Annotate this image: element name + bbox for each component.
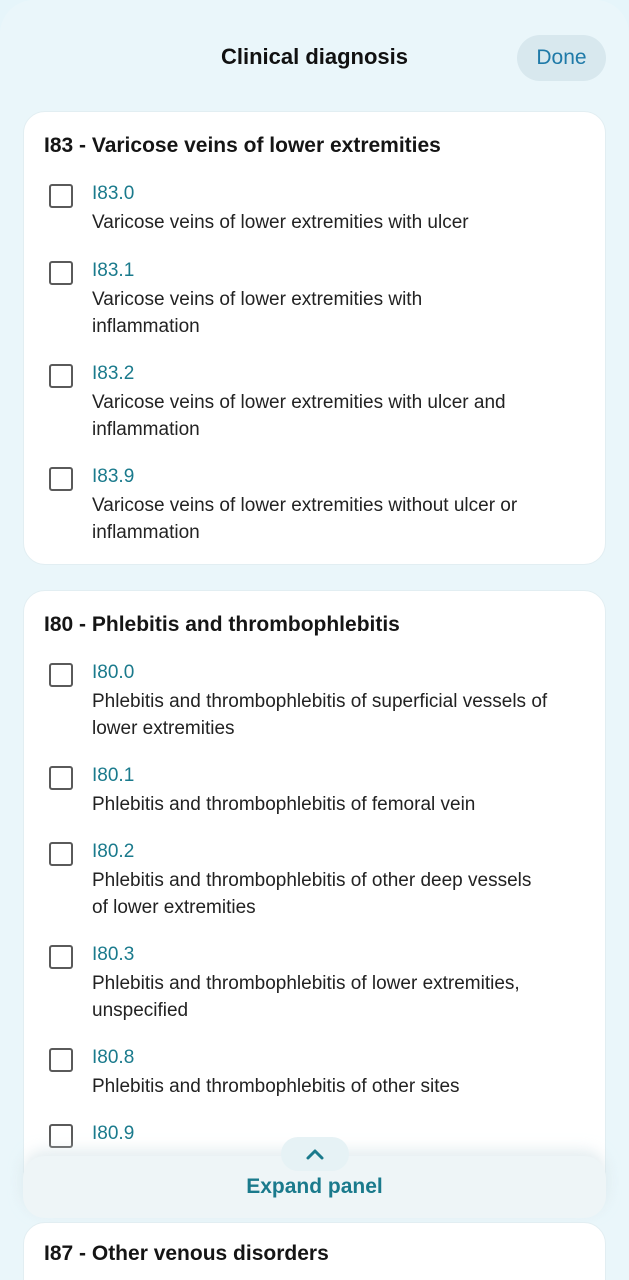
diagnosis-code: I83.2 bbox=[92, 363, 135, 384]
diagnosis-description: Phlebitis and thrombophlebitis of other sites bbox=[92, 1076, 460, 1097]
diagnosis-description: Phlebitis and thrombophlebitis of lower extremities, unspecified bbox=[92, 973, 520, 1021]
checkbox[interactable] bbox=[49, 663, 73, 687]
checkbox[interactable] bbox=[49, 364, 73, 388]
diagnosis-description: Varicose veins of lower extremities with inflammation bbox=[92, 289, 423, 337]
checkbox[interactable] bbox=[49, 261, 73, 285]
diagnosis-code: I80.2 bbox=[92, 841, 135, 862]
checkbox[interactable] bbox=[49, 766, 73, 790]
checkbox[interactable] bbox=[49, 184, 73, 208]
diagnosis-description: Varicose veins of lower extremities with ulcer bbox=[92, 212, 469, 233]
diagnosis-code: I83.0 bbox=[92, 183, 135, 204]
checkbox[interactable] bbox=[49, 1124, 73, 1148]
diagnosis-group-i87 bbox=[23, 1222, 606, 1280]
diagnosis-code: I83.9 bbox=[92, 466, 135, 487]
diagnosis-description: Phlebitis and thrombophlebitis of superficial vessels of lower extremities bbox=[92, 691, 548, 739]
checkbox[interactable] bbox=[49, 842, 73, 866]
diagnosis-code: I80.1 bbox=[92, 765, 135, 786]
diagnosis-description: Phlebitis and thrombophlebitis of femoral vein bbox=[92, 794, 476, 815]
sheet-header bbox=[0, 0, 629, 110]
group-title: I83 - Varicose veins of lower extremities bbox=[44, 134, 441, 157]
group-title: I80 - Phlebitis and thrombophlebitis bbox=[44, 613, 400, 636]
diagnosis-description: Varicose veins of lower extremities without ulcer or inflammation bbox=[92, 495, 518, 543]
checkbox[interactable] bbox=[49, 467, 73, 491]
diagnosis-code: I80.8 bbox=[92, 1047, 135, 1068]
expand-panel-handle[interactable] bbox=[281, 1137, 349, 1171]
group-title: I87 - Other venous disorders bbox=[44, 1242, 329, 1265]
checkbox[interactable] bbox=[49, 1048, 73, 1072]
diagnosis-code: I80.9 bbox=[92, 1123, 135, 1144]
diagnosis-group-i80 bbox=[23, 590, 606, 1210]
diagnosis-description: Phlebitis and thrombophlebitis of other deep vessels of lower extremities bbox=[92, 870, 532, 918]
diagnosis-group-i83 bbox=[23, 111, 606, 565]
chevron-up-icon bbox=[305, 1147, 325, 1161]
expand-panel-button[interactable]: Expand panel bbox=[246, 1175, 383, 1198]
page-title: Clinical diagnosis bbox=[220, 44, 409, 69]
diagnosis-code: I80.3 bbox=[92, 944, 135, 965]
diagnosis-description: Varicose veins of lower extremities with ulcer and inflammation bbox=[92, 392, 506, 440]
diagnosis-code: I83.1 bbox=[92, 260, 135, 281]
checkbox[interactable] bbox=[49, 945, 73, 969]
done-button[interactable]: Done bbox=[517, 35, 606, 81]
diagnosis-code: I80.0 bbox=[92, 662, 135, 683]
